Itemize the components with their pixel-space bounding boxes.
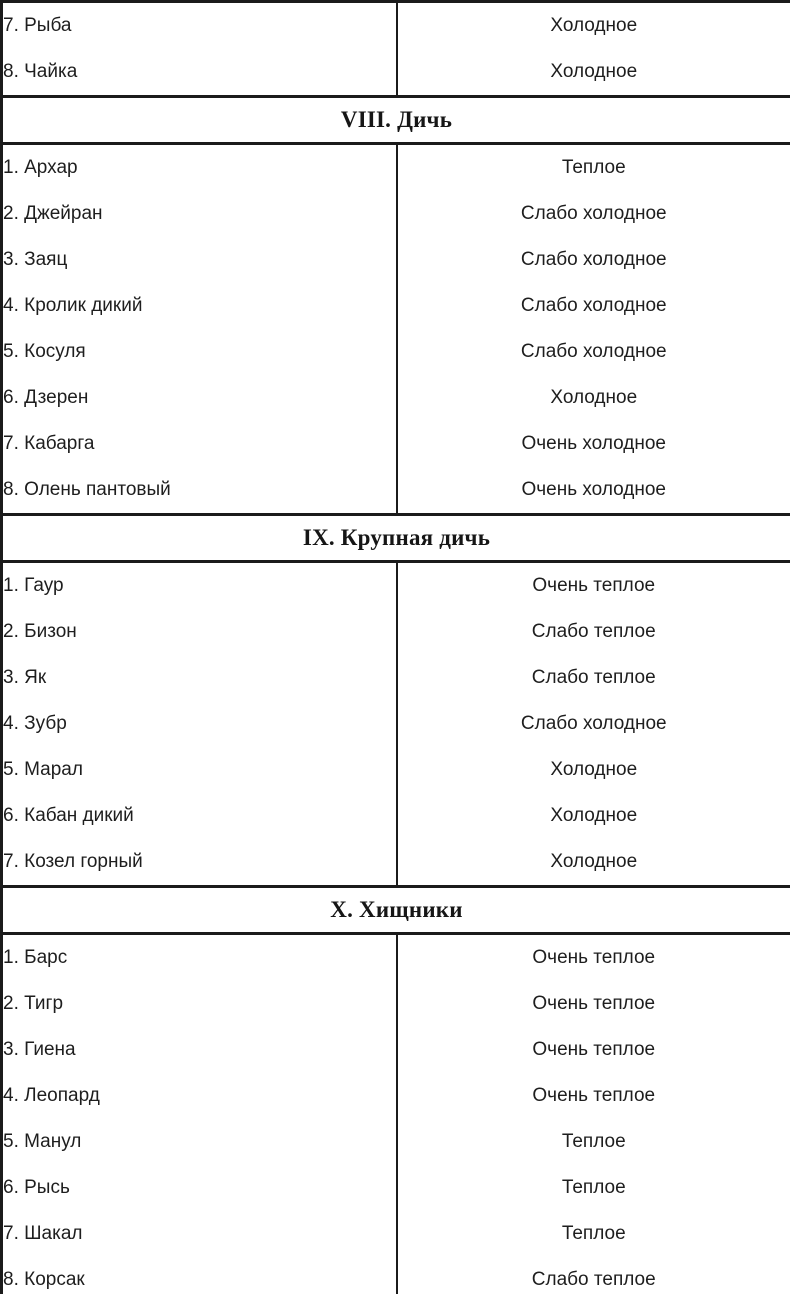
heat-class-cell: Холодное xyxy=(397,49,790,97)
heat-class-cell: Слабо холодное xyxy=(397,191,790,237)
animal-name-cell: 3. Як xyxy=(2,655,397,701)
animal-name-cell: 8. Олень пантовый xyxy=(2,467,397,515)
heat-class-cell: Слабо холодное xyxy=(397,329,790,375)
table-row xyxy=(2,701,790,747)
heat-class-cell: Слабо теплое xyxy=(397,1257,790,1294)
heat-class-cell: Теплое xyxy=(397,1119,790,1165)
table-row xyxy=(2,1073,790,1119)
table-row xyxy=(2,191,790,237)
table-row xyxy=(2,1119,790,1165)
heat-class-cell: Теплое xyxy=(397,1165,790,1211)
heat-class-cell: Очень холодное xyxy=(397,421,790,467)
table-row xyxy=(2,2,790,50)
section-header-row xyxy=(2,97,790,144)
animal-name-cell: 5. Косуля xyxy=(2,329,397,375)
heat-class-cell: Холодное xyxy=(397,2,790,50)
heat-class-cell: Очень теплое xyxy=(397,1027,790,1073)
animal-name-cell: 8. Чайка xyxy=(2,49,397,97)
heat-class-cell: Слабо теплое xyxy=(397,655,790,701)
heat-class-cell: Холодное xyxy=(397,839,790,887)
animal-name-cell: 8. Корсак xyxy=(2,1257,397,1294)
heat-class-cell: Холодное xyxy=(397,793,790,839)
animal-name-cell: 3. Заяц xyxy=(2,237,397,283)
table-row xyxy=(2,747,790,793)
heat-class-cell: Очень теплое xyxy=(397,1073,790,1119)
animal-name-cell: 6. Рысь xyxy=(2,1165,397,1211)
table-row xyxy=(2,839,790,887)
animal-name-cell: 2. Джейран xyxy=(2,191,397,237)
table-row xyxy=(2,283,790,329)
heat-class-cell: Слабо теплое xyxy=(397,609,790,655)
animal-name-cell: 1. Барс xyxy=(2,934,397,982)
animal-name-cell: 6. Дзерен xyxy=(2,375,397,421)
table-row xyxy=(2,329,790,375)
table-row xyxy=(2,655,790,701)
heat-class-cell: Очень теплое xyxy=(397,562,790,610)
animal-name-cell: 1. Архар xyxy=(2,144,397,192)
animal-name-cell: 2. Тигр xyxy=(2,981,397,1027)
heat-class-cell: Слабо холодное xyxy=(397,283,790,329)
animal-name-cell: 7. Кабарга xyxy=(2,421,397,467)
animal-name-cell: 4. Зубр xyxy=(2,701,397,747)
heat-class-cell: Холодное xyxy=(397,747,790,793)
table-row xyxy=(2,609,790,655)
table-row xyxy=(2,49,790,97)
animal-name-cell: 2. Бизон xyxy=(2,609,397,655)
section-header-title: X. Хищники xyxy=(2,887,790,934)
animal-name-cell: 7. Рыба xyxy=(2,2,397,50)
table-row xyxy=(2,1165,790,1211)
heat-class-cell: Слабо холодное xyxy=(397,701,790,747)
table-row xyxy=(2,144,790,192)
heat-class-cell: Теплое xyxy=(397,1211,790,1257)
heat-class-cell: Теплое xyxy=(397,144,790,192)
heat-class-cell: Слабо холодное xyxy=(397,237,790,283)
animal-name-cell: 3. Гиена xyxy=(2,1027,397,1073)
animal-name-cell: 4. Леопард xyxy=(2,1073,397,1119)
section-header-row xyxy=(2,887,790,934)
heat-class-cell: Холодное xyxy=(397,375,790,421)
animal-name-cell: 5. Манул xyxy=(2,1119,397,1165)
heat-class-cell: Очень холодное xyxy=(397,467,790,515)
table-body xyxy=(2,2,790,1294)
table-row xyxy=(2,467,790,515)
table-row xyxy=(2,1257,790,1294)
table-row xyxy=(2,1027,790,1073)
table-row xyxy=(2,375,790,421)
table-row xyxy=(2,981,790,1027)
table-row xyxy=(2,237,790,283)
animal-name-cell: 1. Гаур xyxy=(2,562,397,610)
table-row xyxy=(2,793,790,839)
table-row xyxy=(2,562,790,610)
section-header-title: VIII. Дичь xyxy=(2,97,790,144)
animal-name-cell: 7. Шакал xyxy=(2,1211,397,1257)
animal-name-cell: 5. Марал xyxy=(2,747,397,793)
section-header-row xyxy=(2,515,790,562)
section-header-title: IX. Крупная дичь xyxy=(2,515,790,562)
table-row xyxy=(2,421,790,467)
animal-name-cell: 6. Кабан дикий xyxy=(2,793,397,839)
table-row xyxy=(2,934,790,982)
heat-class-cell: Очень теплое xyxy=(397,934,790,982)
table-row xyxy=(2,1211,790,1257)
heat-class-cell: Очень теплое xyxy=(397,981,790,1027)
animal-name-cell: 7. Козел горный xyxy=(2,839,397,887)
animal-name-cell: 4. Кролик дикий xyxy=(2,283,397,329)
